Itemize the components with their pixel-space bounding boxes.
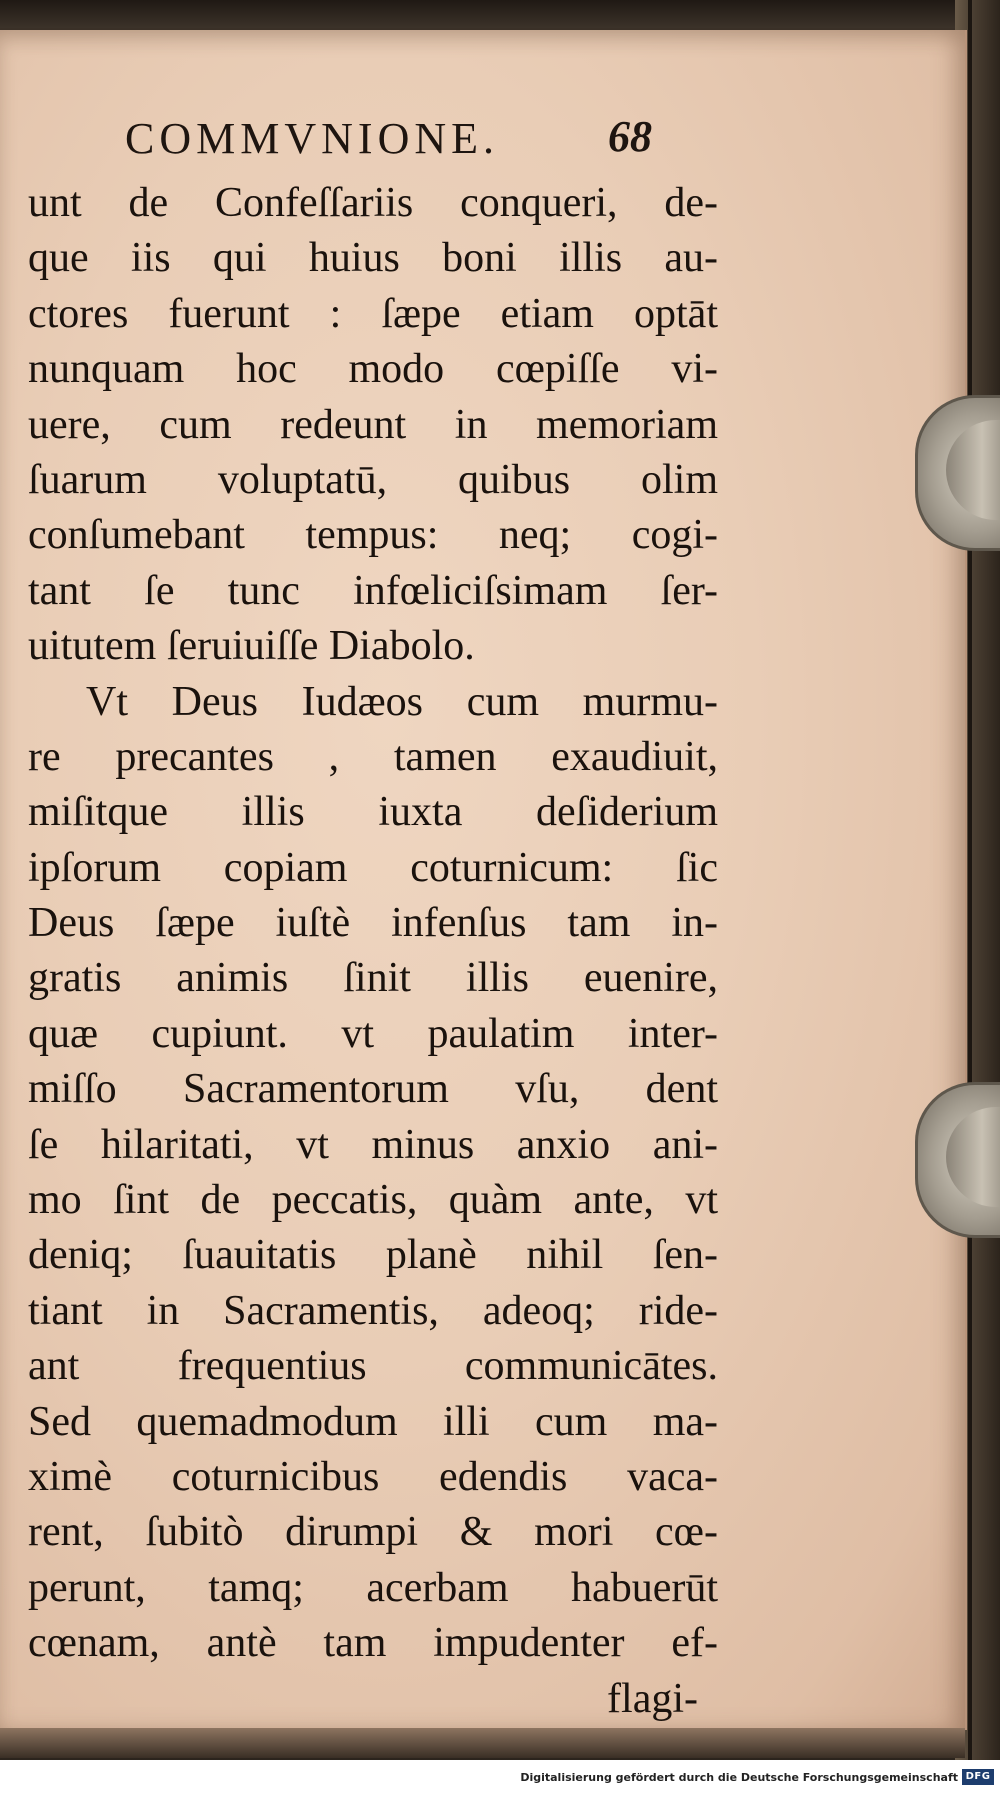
book-page bbox=[0, 30, 967, 1730]
funding-credit: Digitalisierung gefördert durch die Deutsche Forschungsgemeinschaft bbox=[520, 1771, 958, 1784]
dfg-logo: DFG bbox=[962, 1769, 994, 1785]
text-line: Deus ſæpe iuſtè infenſus tam in- bbox=[28, 900, 718, 947]
text-line: tant ſe tunc infœliciſsimam ſer- bbox=[28, 567, 718, 614]
text-line: uere, cum redeunt in memoriam bbox=[28, 401, 718, 448]
text-line: ximè coturnicibus edendis vaca- bbox=[28, 1453, 718, 1500]
folio-number: 68 bbox=[608, 112, 652, 161]
page-header bbox=[0, 85, 965, 175]
text-line: nunquam hoc modo cœpiſſe vi- bbox=[28, 346, 718, 393]
text-line: rent, ſubitò dirumpi & mori cœ- bbox=[28, 1509, 718, 1556]
text-line: miſſo Sacramentorum vſu, dent bbox=[28, 1066, 718, 1113]
text-line: deniq; ſuauitatis planè nihil ſen- bbox=[28, 1232, 718, 1279]
text-line: tiant in Sacramentis, adeoq; ride- bbox=[28, 1287, 718, 1334]
text-line: cœnam, antè tam impudenter ef- bbox=[28, 1620, 718, 1667]
text-line: quæ cupiunt. vt paulatim inter- bbox=[28, 1010, 718, 1057]
text-line: ſuarum voluptatū, quibus olim bbox=[28, 456, 718, 503]
body-text bbox=[28, 176, 718, 1727]
text-line: re precantes , tamen exaudiuit, bbox=[28, 733, 718, 780]
text-line: unt de Confeſſariis conqueri, de- bbox=[28, 180, 718, 226]
running-title: COMMVNIONE. bbox=[125, 114, 499, 163]
book-edge-line bbox=[968, 0, 972, 1803]
text-line: conſumebant tempus: neq; cogi- bbox=[28, 512, 718, 559]
text-line: uitutem ſeruiuiſſe Diabolo. bbox=[28, 623, 475, 670]
book-bottom-edge bbox=[0, 1728, 965, 1758]
text-line: gratis animis ſinit illis euenire, bbox=[28, 955, 718, 1002]
text-line: perunt, tamq; acerbam habuerūt bbox=[28, 1564, 718, 1611]
book-clasp-bottom bbox=[915, 1082, 1000, 1238]
book-top-edge bbox=[0, 0, 1000, 28]
paragraph-start-line: Vt Deus Iudæos cum murmu- bbox=[86, 678, 718, 725]
book-clasp-top bbox=[915, 395, 1000, 551]
text-line: que iis qui huius boni illis au- bbox=[28, 235, 718, 282]
catchword: flagi- bbox=[607, 1675, 698, 1722]
text-line: ſe hilaritati, vt minus anxio ani- bbox=[28, 1121, 718, 1168]
text-line: ctores fuerunt : ſæpe etiam optāt bbox=[28, 290, 718, 337]
text-line: ant frequentius communicātes. bbox=[28, 1343, 718, 1390]
text-line: ipſorum copiam coturnicum: ſic bbox=[28, 844, 718, 891]
text-line: Sed quemadmodum illi cum ma- bbox=[28, 1398, 718, 1445]
text-line: mo ſint de peccatis, quàm ante, vt bbox=[28, 1177, 718, 1224]
digitization-footer bbox=[0, 1760, 1000, 1803]
text-line: miſitque illis iuxta deſiderium bbox=[28, 789, 718, 836]
